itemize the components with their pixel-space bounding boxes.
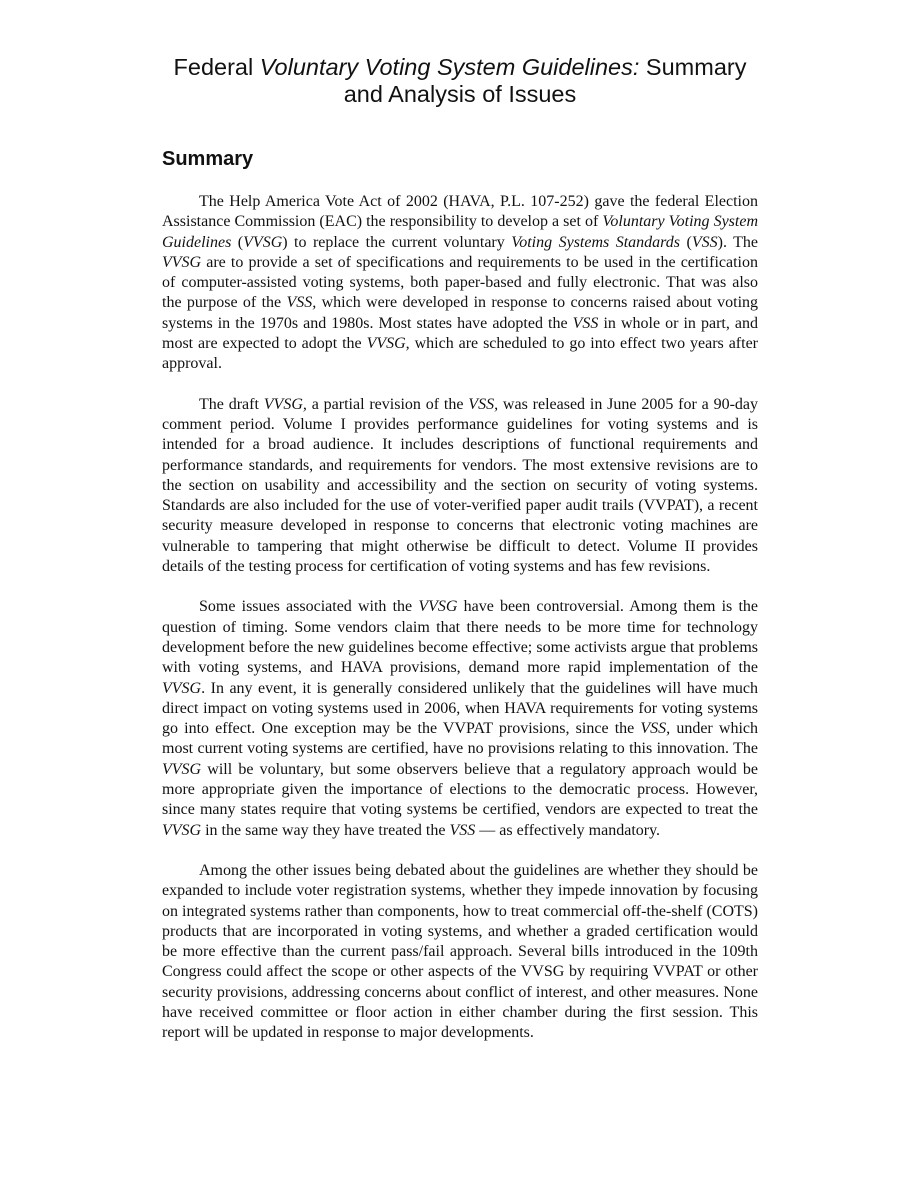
title-italic: Voluntary Voting System Guidelines:: [259, 54, 640, 80]
title-suffix: Summary and Analysis of Issues: [343, 54, 747, 107]
text-run: are to provide a set of specifications and requirements to be used in the certification of computer-assisted voting systems, both paper-based and fully electronic. That was also the purpose of the: [162, 253, 758, 312]
text-run: Some issues associated with the: [199, 598, 419, 616]
italic-text: VVSG: [162, 253, 202, 271]
italic-text: VSS: [572, 314, 599, 332]
text-run: which are scheduled to go into effect two years after approval.: [162, 335, 758, 373]
paragraph: [162, 597, 758, 841]
italic-text: VVSG: [162, 760, 202, 778]
italic-text: VVSG,: [366, 335, 410, 353]
text-run: Among the other issues being debated about the guidelines are whether they should be expanded to include voter registration systems, whether they impede innovation by focusing on integrated systems rather than components, how to treat commercial off-the-shelf (COTS) products that are incorporated in voting systems, and whether a graded certification would be more effective than the current pass/fail approach. Several bills introduced in the 109th Congress could affect the scope or other aspects of the VVSG by requiring VVPAT or other security provisions, addressing concerns about conflict of interest, and other measures. None have received committee or floor action in either chamber during the first session. This report will be updated in response to major developments.: [162, 861, 758, 1042]
italic-text: VSS,: [640, 720, 671, 738]
italic-text: Voluntary Voting System Guidelines: [162, 213, 758, 251]
paragraph: [162, 395, 758, 578]
italic-text: VVSG: [418, 598, 458, 616]
section-heading: Summary: [162, 148, 254, 170]
text-run: a partial revision of the: [306, 395, 469, 413]
text-run: . In any event, it is generally considered unlikely that the guidelines will have much direct impact on voting systems used in 2006, when HAVA requirements for voting systems go into effect. One exception may be the VVPAT provisions, since the: [162, 679, 758, 738]
italic-text: VVSG: [162, 821, 202, 839]
text-run: (: [231, 233, 244, 251]
italic-text: VSS,: [286, 294, 317, 312]
document-title: [162, 54, 758, 108]
text-run: — as effectively mandatory.: [475, 821, 661, 839]
text-run: in the same way they have treated the: [201, 821, 450, 839]
text-run: which were developed in response to concerns raised about voting systems in the 1970s and 1980s. Most states have adopted the: [162, 294, 759, 332]
text-run: ). The: [717, 233, 759, 251]
italic-text: VSS: [691, 233, 718, 251]
italic-text: VVSG: [162, 679, 202, 697]
italic-text: VSS: [449, 821, 476, 839]
text-run: The Help America Vote Act of 2002 (HAVA, P.L. 107-252) gave the federal Election Assistance Commission (EAC) the responsibility to develop a set of: [162, 193, 758, 231]
text-run: (: [680, 233, 692, 251]
italic-text: VVSG,: [263, 395, 307, 413]
document-page: [162, 54, 758, 1044]
text-run: in whole or in part, and most are expected to adopt the: [162, 314, 759, 353]
text-run: under which most current voting systems are certified, have no provisions relating to this innovation. The: [162, 720, 759, 758]
title-prefix: Federal: [173, 54, 260, 80]
paragraph: [162, 192, 758, 375]
paragraph: [162, 861, 758, 1044]
text-run: ) to replace the current voluntary: [282, 233, 512, 251]
text-run: was released in June 2005 for a 90-day comment period. Volume I provides performance guidelines for voting systems and is intended for a broad audience. It includes descriptions of functional requirements and performance standards, and requirements for vendors. The most extensive revisions are to the section on usability and accessibility and the section on security of voting systems. Standards are also included for the use of voter-verified paper audit trails (VVPAT), a recent security measure developed in response to concerns that electronic voting machines are vulnerable to tampering that might otherwise be difficult to detect. Volume II provides details of the testing process for certification of voting systems and has few revisions.: [162, 395, 759, 576]
italic-text: VSS,: [468, 395, 499, 413]
italic-text: Voting Systems Standards: [511, 233, 681, 251]
text-run: have been controversial. Among them is the question of timing. Some vendors claim that there needs to be more time for technology development before the new guidelines become effective; some activists argue that problems with voting systems, and HAVA provisions, demand more rapid implementation of the: [162, 598, 758, 677]
italic-text: VVSG: [243, 233, 283, 251]
text-run: The draft: [199, 395, 264, 413]
text-run: will be voluntary, but some observers believe that a regulatory approach would be more appropriate given the importance of elections to the democratic process. However, since many states require that voting systems be certified, vendors are expected to treat the: [162, 760, 758, 819]
